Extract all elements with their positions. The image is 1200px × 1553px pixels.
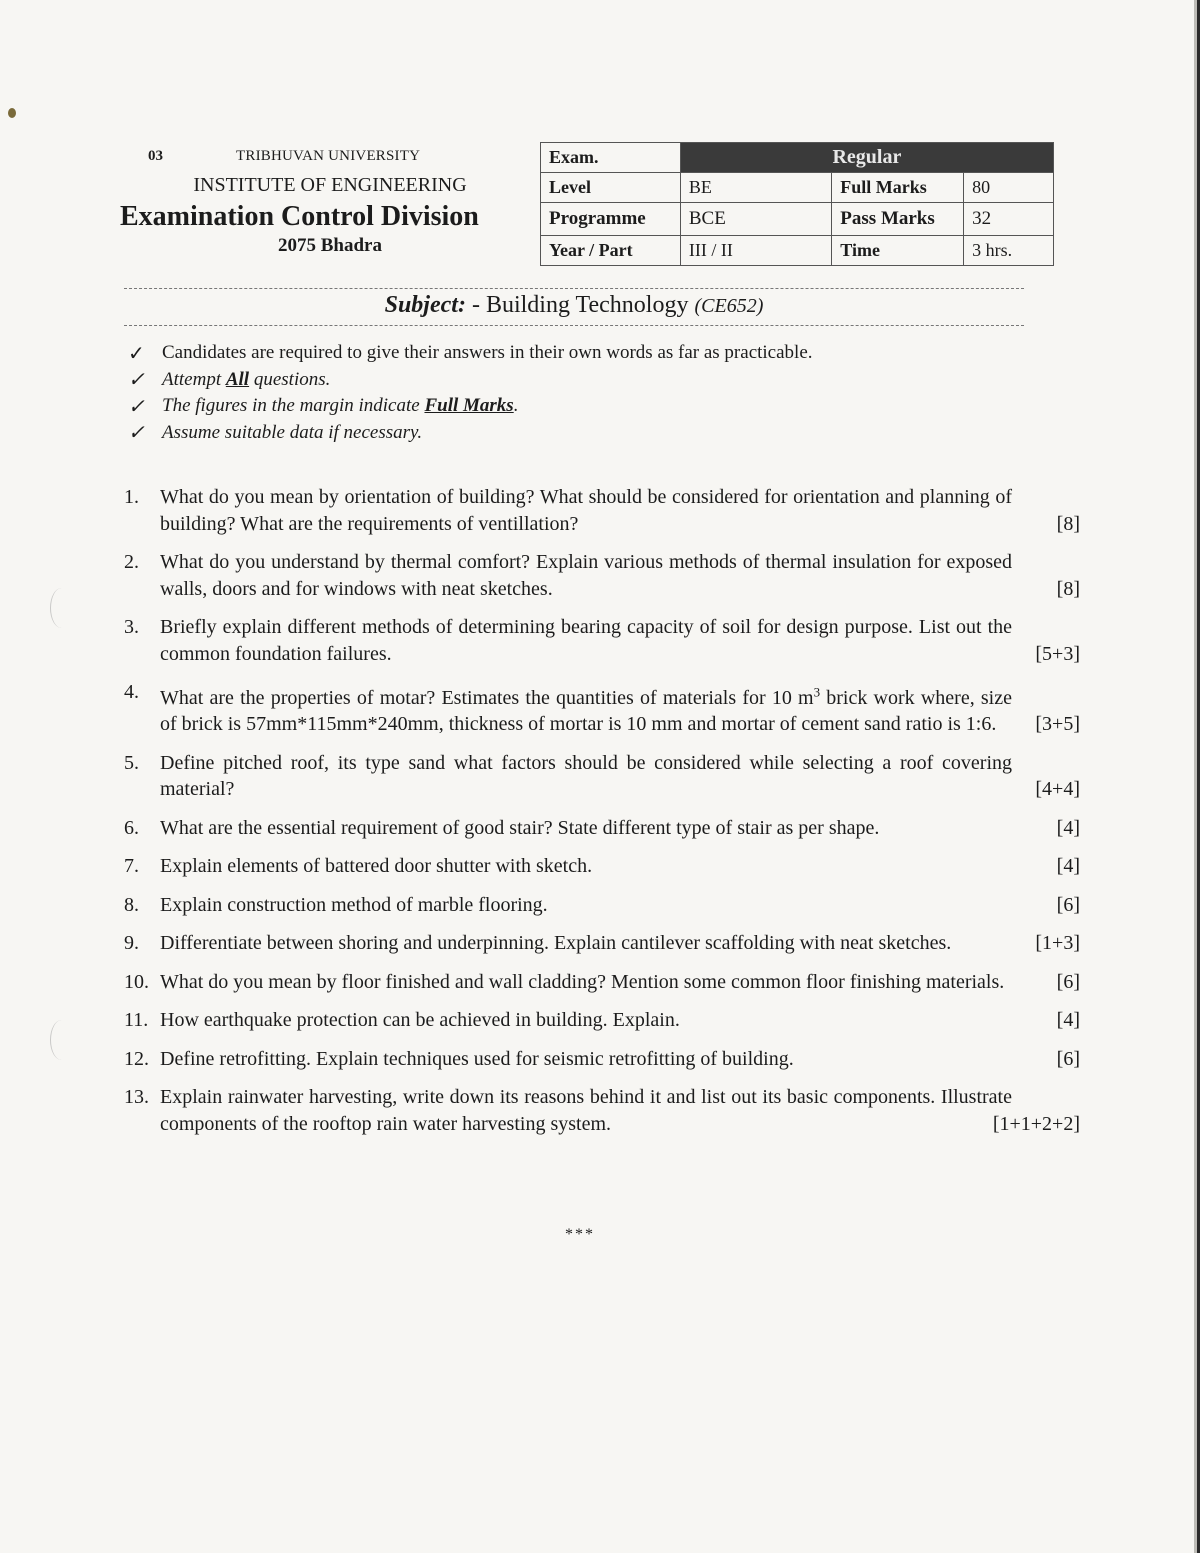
question-text: How earthquake protection can be achieved in building. Explain. [160, 1009, 680, 1032]
instruction-text: Candidates are required to give their answers in their own words as far as practicable. [162, 342, 813, 364]
exam-label: Exam. [541, 143, 681, 173]
question-number: 2. [124, 551, 139, 573]
pass-marks-label: Pass Marks [832, 203, 964, 236]
question-number: 6. [124, 816, 139, 839]
divider-top [124, 288, 1024, 289]
subject-code: (CE652) [694, 295, 764, 317]
subject-line [124, 292, 1024, 319]
question-marks: [4] [1056, 816, 1080, 839]
instruction-emphasis: Full Marks [424, 395, 514, 417]
instruction-text: Attempt [162, 368, 222, 390]
question-item [124, 815, 1080, 842]
question-number: 1. [124, 486, 139, 508]
question-number: 4. [124, 681, 139, 703]
question-text: Explain elements of battered door shutter with sketch. [160, 855, 593, 878]
question-marks: [6] [1056, 1047, 1080, 1070]
instruction-item [128, 367, 1028, 394]
question-number: 10. [124, 970, 149, 993]
question-text: What do you mean by orientation of building? What should be considered for orientation and planning of building? What are the requirements of ventillation? [160, 486, 1012, 535]
programme-value: BCE [680, 203, 831, 236]
instruction-text: Assume suitable data if necessary. [162, 421, 423, 443]
question-text: What do you mean by floor finished and wall cladding? Mention some common floor finishing materials. [160, 970, 1005, 993]
level-label: Level [541, 173, 681, 203]
full-marks-label: Full Marks [832, 173, 964, 203]
question-item [124, 750, 1080, 803]
question-marks: [6] [1056, 893, 1080, 916]
question-marks: [1+3] [1035, 932, 1080, 955]
question-item [124, 549, 1080, 602]
question-number: 5. [124, 751, 139, 774]
instruction-text: The figures in the margin indicate [162, 395, 420, 417]
end-mark: *** [565, 1226, 595, 1243]
question-marks: [8] [1056, 577, 1080, 600]
question-item [124, 969, 1080, 996]
time-value: 3 hrs. [964, 236, 1054, 266]
full-marks-value: 80 [964, 173, 1054, 203]
question-text: Explain construction method of marble flooring. [160, 893, 548, 916]
checkmark-icon: ✓ [128, 342, 145, 365]
subject-name: Building Technology [485, 292, 689, 318]
divider-bottom [124, 325, 1024, 326]
question-text: Explain rainwater harvesting, write down its reasons behind it and list out its basic components. Illustrate components of the rooftop rain water harvesting system. [160, 1086, 1012, 1135]
checkmark-icon: ✓ [128, 369, 145, 392]
question-marks: [8] [1056, 512, 1080, 535]
pass-marks-value: 32 [964, 203, 1054, 236]
question-text: What do you understand by thermal comfort? Explain various methods of thermal insulation for exposed walls, doors and for windows with neat sketches. [160, 551, 1012, 600]
question-text-part: What are the properties of motar? Estimates the quantities of materials for 10 m [160, 686, 814, 709]
question-marks: [3+5] [1035, 713, 1080, 736]
questions-list [124, 484, 1080, 1149]
question-item [124, 853, 1080, 880]
question-number: 13. [124, 1086, 149, 1109]
institute-name: INSTITUTE OF ENGINEERING [193, 174, 467, 196]
question-marks: [4] [1056, 1009, 1080, 1032]
question-marks: [4+4] [1035, 778, 1080, 801]
punch-hole-mark [50, 588, 73, 628]
level-value: BE [680, 173, 831, 203]
question-text: What are the essential requirement of good stair? State different type of stair as per shape. [160, 816, 880, 839]
question-number: 9. [124, 932, 139, 955]
punch-hole-mark [50, 1020, 73, 1060]
subject-label: Subject: [384, 292, 466, 318]
question-number: 3. [124, 616, 139, 638]
university-name: TRIBHUVAN UNIVERSITY [236, 148, 421, 164]
question-number: 12. [124, 1047, 149, 1070]
question-item [124, 679, 1080, 738]
question-text: Define retrofitting. Explain techniques used for seismic retrofitting of building. [160, 1047, 794, 1070]
question-marks: [1+1+2+2] [992, 1112, 1080, 1135]
year-part-value: III / II [680, 236, 831, 266]
question-text: Differentiate between shoring and underpinning. Explain cantilever scaffolding with neat sketches. [160, 932, 952, 955]
question-item [124, 484, 1080, 537]
question-number: 8. [124, 893, 139, 916]
superscript: 3 [813, 684, 821, 699]
instruction-text: questions. [253, 368, 331, 390]
question-item [124, 1084, 1080, 1137]
programme-label: Programme [541, 203, 681, 236]
question-number: 7. [124, 855, 139, 878]
question-item [124, 930, 1080, 957]
exam-type-value: Regular [680, 143, 1053, 173]
exam-info-table [540, 142, 1054, 266]
scan-speck [8, 108, 16, 118]
question-text: Briefly explain different methods of determining bearing capacity of soil for design purpose. List out the common foundation failures. [160, 616, 1012, 665]
instruction-item [128, 393, 1028, 420]
question-marks: [5+3] [1035, 642, 1080, 665]
question-marks: [6] [1056, 970, 1080, 993]
paper-code: 03 [148, 148, 163, 164]
header-block [120, 146, 520, 257]
question-text-part: brick work where, size of brick is 57mm*115mm*240mm, thickness of mortar is 10 mm and mortar of cement sand ratio is 1:6. [160, 686, 1012, 736]
question-number: 11. [124, 1009, 149, 1032]
checkmark-icon: ✓ [128, 422, 145, 445]
question-item [124, 892, 1080, 919]
division-title: Examination Control Division [120, 201, 479, 232]
question-marks: [4] [1056, 855, 1080, 878]
exam-date: 2075 Bhadra [278, 235, 382, 256]
question-item [124, 1007, 1080, 1034]
question-item [124, 1046, 1080, 1073]
instruction-text: . [513, 395, 519, 417]
question-text: Define pitched roof, its type sand what factors should be considered while selecting a roof covering material? [160, 751, 1012, 801]
instruction-item [128, 420, 1028, 447]
checkmark-icon: ✓ [128, 395, 145, 418]
question-item [124, 614, 1080, 667]
year-part-label: Year / Part [541, 236, 681, 266]
time-label: Time [832, 236, 964, 266]
subject-separator: - [465, 292, 486, 318]
instruction-item [128, 340, 1028, 367]
instructions-list [128, 340, 1028, 446]
instruction-emphasis: All [225, 368, 250, 390]
question-text [160, 684, 1012, 736]
